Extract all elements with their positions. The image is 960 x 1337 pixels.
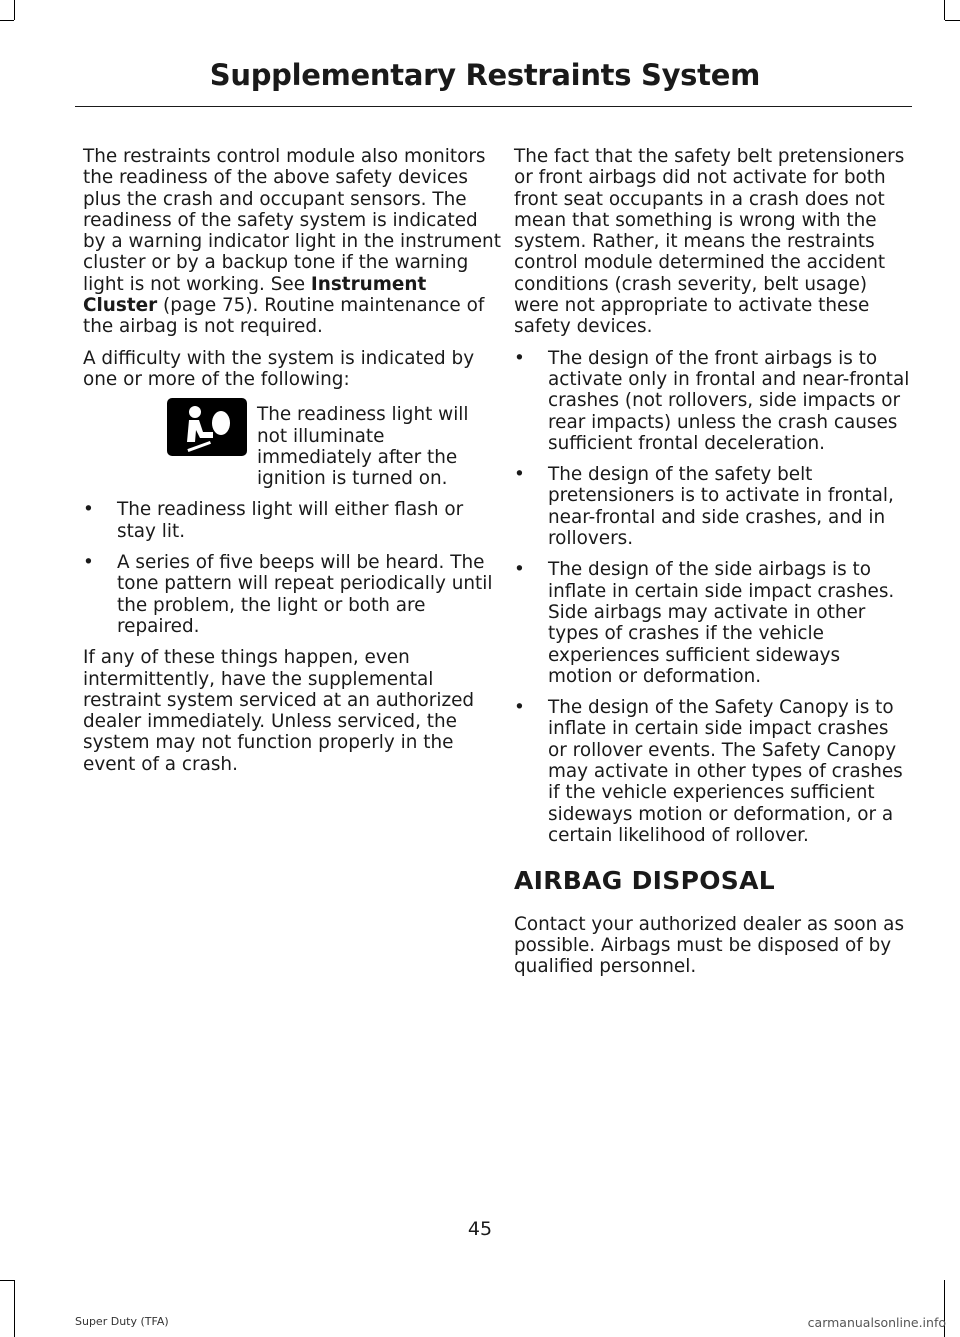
service-paragraph: If any of these things happen, even intermittently, have the supplemental restraint system serviced at an authorized dealer immediately. Unless serviced, the system may not function properly in the event of a crash. [83, 647, 475, 775]
list-item-text: The design of the Safety Canopy is to inflate in certain side impact crashes or rollover events. The Safety Canopy may activate in other types of crashes if the vehicle experiences sufficient sideways motion or deformation, or a certain likelihood of rollover. [548, 697, 903, 846]
readiness-text: The restraints control module also monitors the readiness of the above safety devices plus the crash and occupant sensors. The readiness of the safety system is indicated by a warning indicator light in the instrument cluster or by a backup tone if the warning light is not working. See [83, 146, 501, 295]
bullet-dot: • [83, 552, 94, 574]
crop-mark-bottom-left-v [14, 1280, 15, 1337]
instrument-cluster-link[interactable]: Instrument Cluster [83, 273, 427, 317]
list-item-text: The design of the side airbags is to inflate in certain side impact crashes. Side airbags may activate in other types of crashes if the vehicle experiences sufficient sideways motion or deformation. [548, 559, 895, 687]
list-item [514, 559, 910, 687]
pretensioner-paragraph: The fact that the safety belt pretensioners or front airbags did not activate for both front seat occupants in a crash does not mean that something is wrong with the system. Rather, it means the restraints control module determined the accident conditions (crash severity, belt usage) were not appropriate to activate these safety devices. [514, 146, 905, 338]
airbag-warning-icon [167, 398, 247, 456]
section-heading: AIRBAG DISPOSAL [514, 866, 775, 896]
bullet-dot: • [514, 464, 525, 486]
crop-mark-top-right-h [945, 20, 960, 21]
header-rule [75, 106, 912, 107]
crop-mark-top-right-v [944, 0, 945, 20]
warning-light-row [83, 404, 501, 489]
list-item-text: The design of the safety belt pretensioners is to activate in frontal, near-frontal and side crashes, and in rollovers. [548, 464, 894, 550]
crop-mark-top-left-v [14, 0, 15, 20]
list-item [514, 697, 910, 846]
difficulty-paragraph: A difficulty with the system is indicated by one or more of the following: [83, 347, 475, 390]
crop-mark-bottom-left-h [0, 1280, 14, 1281]
crop-mark-top-left-h [0, 20, 14, 21]
list-item-text: The readiness light will either flash or stay lit. [117, 499, 464, 542]
page-number: 45 [467, 1218, 493, 1240]
page-title: Supplementary Restraints System [209, 58, 760, 92]
list-item-text: The design of the front airbags is to activate only in frontal and near-frontal crashes (not rollovers, side impacts or rear impacts) unless the crash causes sufficient frontal deceleration. [548, 347, 910, 454]
airbag-warning-icon-graphic [167, 398, 247, 456]
left-column [83, 146, 501, 785]
list-item [83, 499, 501, 542]
disposal-paragraph: Contact your authorized dealer as soon as possible. Airbags must be disposed of by qualified personnel. [514, 913, 905, 978]
symptom-list [83, 499, 501, 637]
list-item [83, 552, 501, 637]
list-item [514, 464, 910, 549]
bullet-dot: • [514, 559, 525, 581]
design-list [514, 348, 910, 847]
bullet-dot: • [514, 697, 525, 719]
list-item [514, 348, 910, 454]
bullet-dot: • [514, 347, 525, 369]
right-column [514, 146, 910, 987]
footer-model: Super Duty (TFA) [75, 1315, 169, 1328]
list-item-text: A series of five beeps will be heard. The tone pattern will repeat periodically until the problem, the light or both are repaired. [117, 552, 493, 637]
readiness-text-end: (page 75). Routine maintenance of the airbag is not required. [83, 295, 485, 338]
warning-light-text: The readiness light will not illuminate immediately after the ignition is turned on. [257, 404, 469, 490]
readiness-paragraph [83, 146, 501, 338]
watermark[interactable]: carmanualsonline.info [807, 1315, 946, 1330]
bullet-dot: • [83, 499, 94, 521]
